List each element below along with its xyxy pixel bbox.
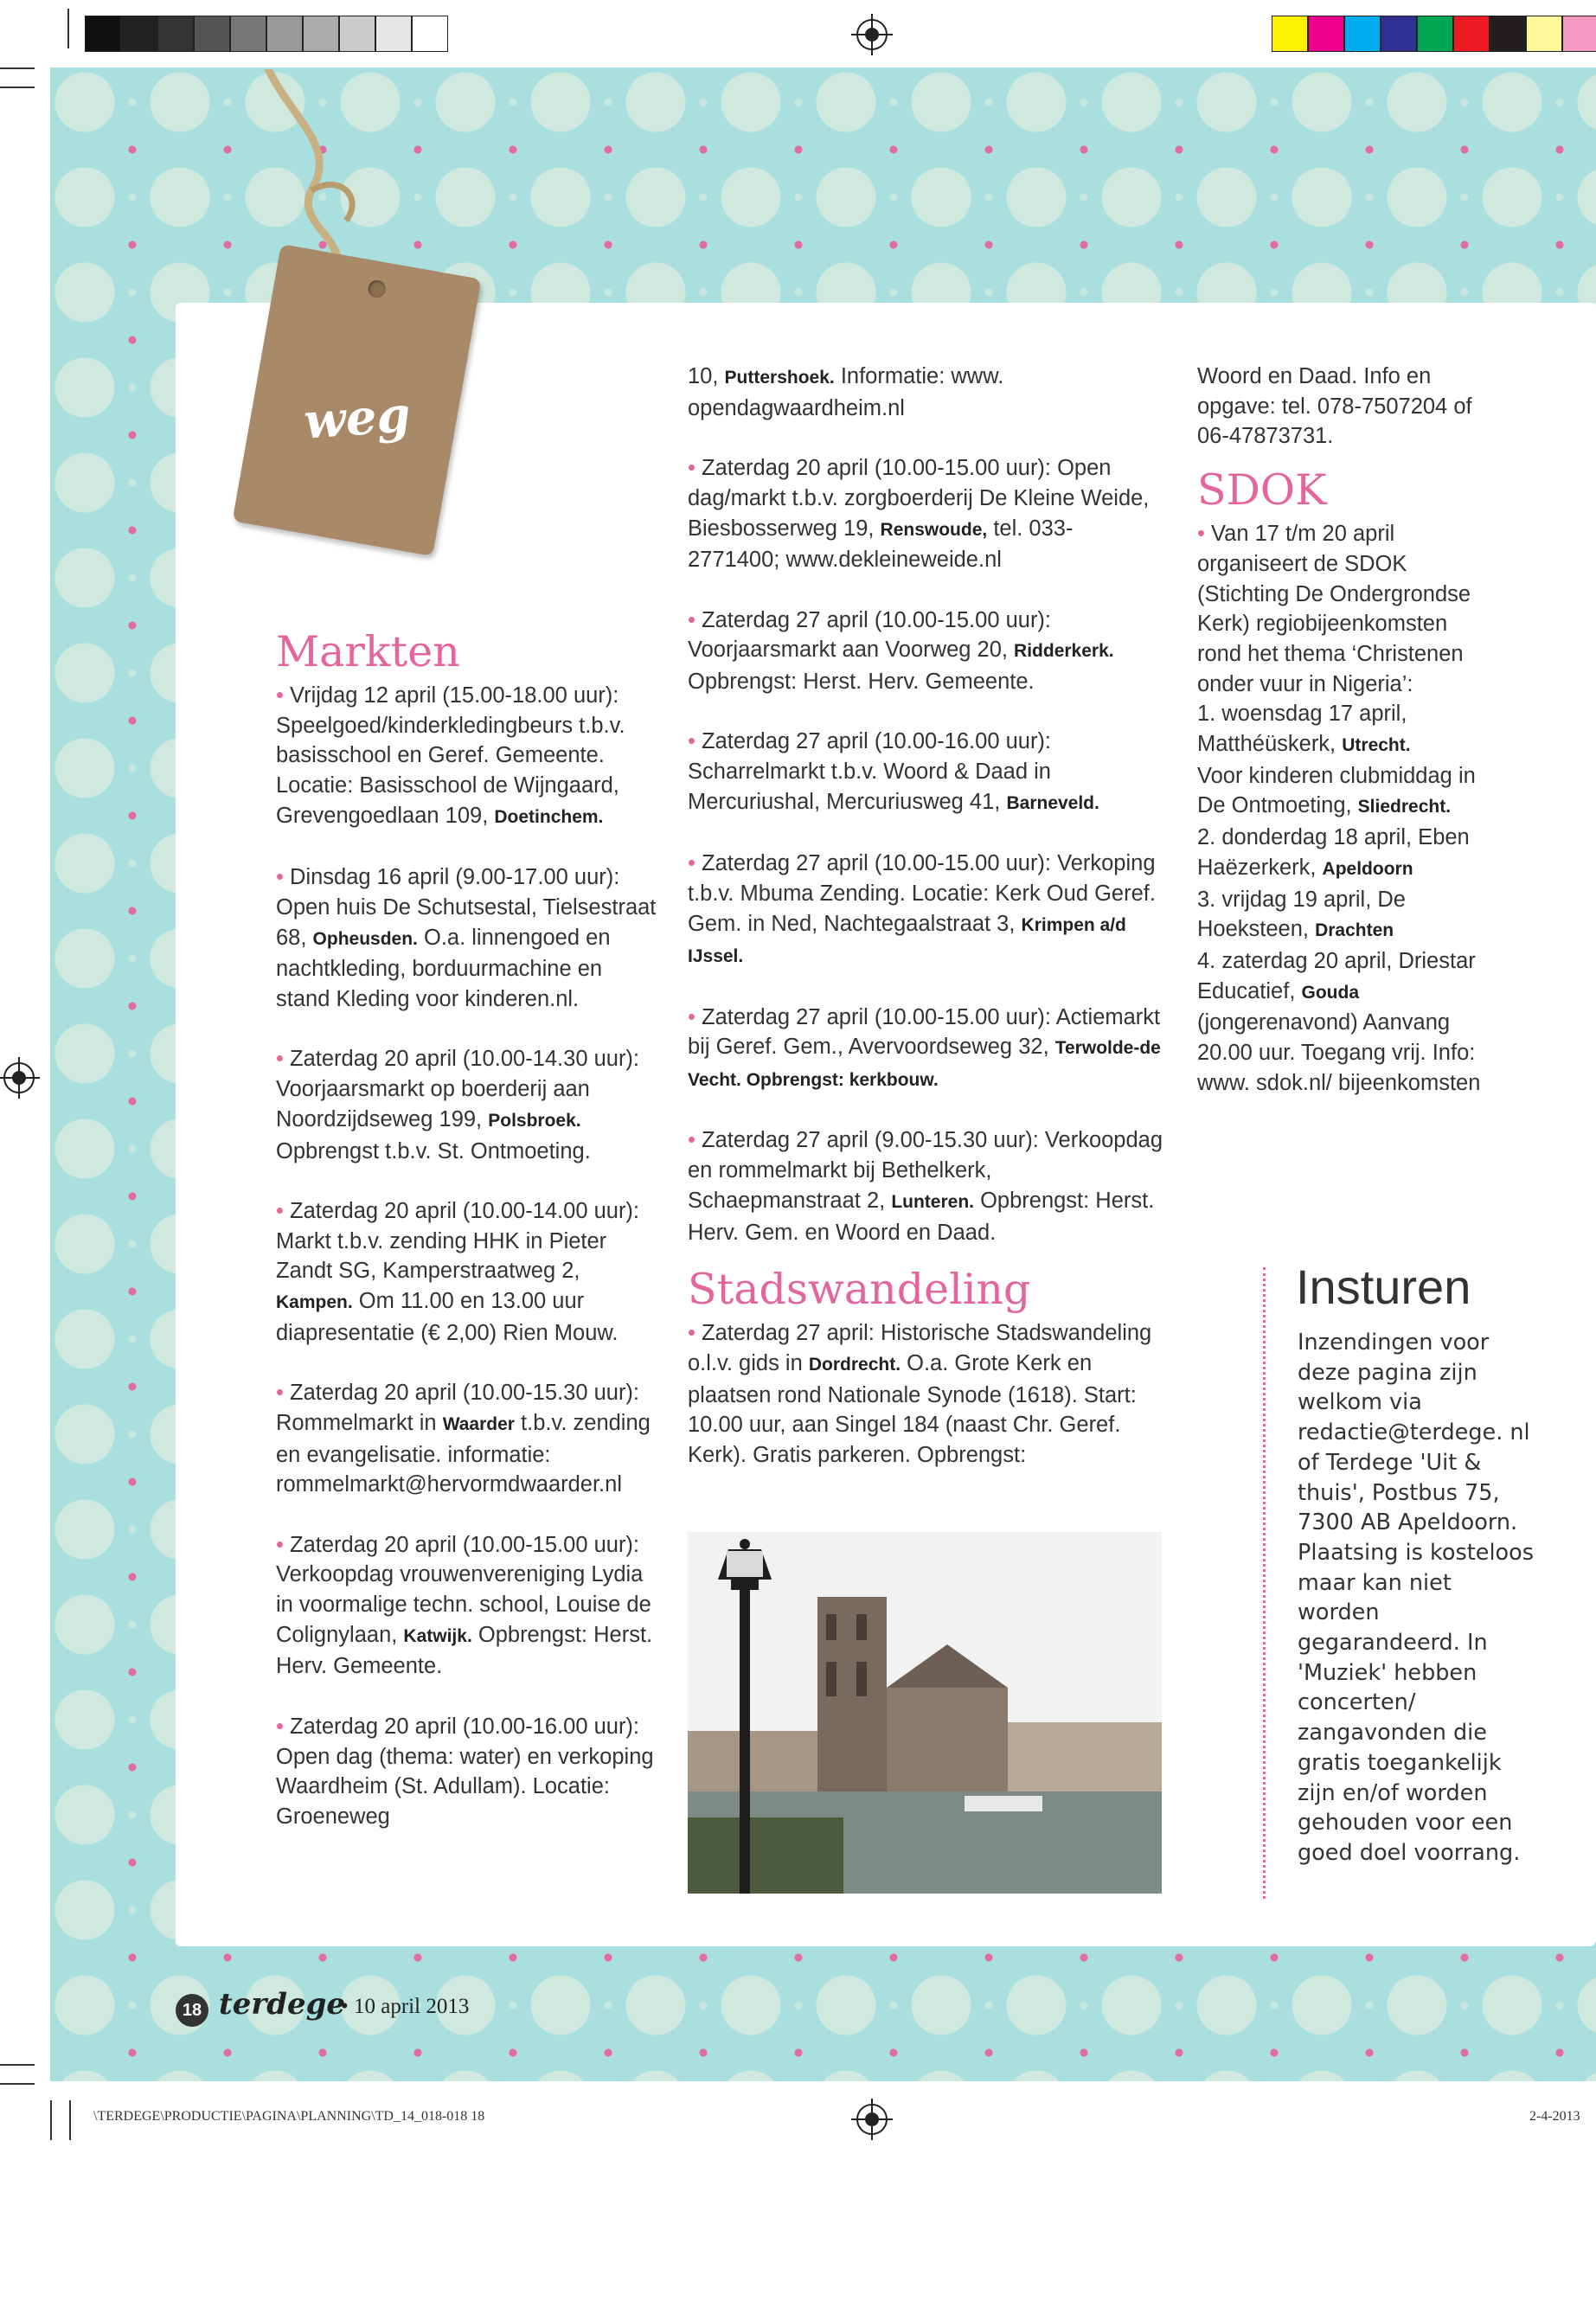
grayscale-color-bar [85, 16, 448, 52]
print-slug-path: \TERDEGE\PRODUCTIE\PAGINA\PLANNING\TD_14_018-018 18 [93, 2109, 485, 2124]
event-item: • Zaterdag 20 april (10.00-15.00 uur): Verkoopdag vrouwenvereniging Lydia in voormalige techn. school, Louise de Colignylaan, Katwijk. Opbrengst: Herst. Herv. Gemeente. [276, 1532, 653, 1679]
event-item: 10, Puttershoek. Informatie: www. opendagwaardheim.nl [688, 364, 1004, 420]
section-heading-stadswandeling: Stadswandeling [688, 1265, 1031, 1315]
column-sdok [1197, 362, 1491, 1098]
section-heading-markten: Markten [276, 627, 460, 676]
crop-mark [0, 67, 35, 69]
event-item: • Zaterdag 27 april (10.00-16.00 uur): Scharrelmarkt t.b.v. Woord & Daad in Mercuriushal, Mercuriusweg 41, Barneveld. [688, 729, 1099, 814]
tag-hole-icon [367, 279, 387, 298]
registration-mark-bottom-icon [856, 2104, 888, 2135]
event-item: • Zaterdag 20 april (10.00-15.30 uur): Rommelmarkt in Waarder t.b.v. zending en evangelisatie. informatie: rommelmarkt@hervormdwaarder.nl [276, 1381, 651, 1497]
event-item: • Zaterdag 27 april (10.00-15.00 uur): Actiemarkt bij Geref. Gem., Avervoordseweg 32, Terwolde-de Vecht. Opbrengst: kerkbouw. [688, 1004, 1161, 1091]
insturen-dotted-border [1263, 1267, 1266, 1899]
section-heading-sdok: SDOK [1197, 465, 1327, 516]
issue-date: • 10 april 2013 [341, 1995, 470, 2018]
column-markten [276, 627, 661, 1863]
event-item: • Zaterdag 27 april (9.00-15.30 uur): Verkoopdag en rommelmarkt bij Bethelkerk, Schaepmanstraat 2, Lunteren. Opbrengst: Herst. Herv. Gem. en Woord en Daad. [688, 1128, 1163, 1245]
dordrecht-grote-kerk-photo [688, 1532, 1162, 1894]
magazine-logo: terdege [219, 1987, 346, 2022]
event-item: • Zaterdag 20 april (10.00-16.00 uur): Open dag (thema: water) en verkoping Waardheim (St. Adullam). Locatie: Groeneweg [276, 1714, 654, 1829]
tag-label: weg [302, 386, 413, 451]
print-slug-date: 2-4-2013 [1529, 2109, 1580, 2124]
insturen-text: Inzendingen voor deze pagina zijn welkom via redactie@terdege. nl of Terdege 'Uit & thuis', Postbus 75, 7300 AB Apeldoorn. Plaatsing is kosteloos maar kan niet worden gegarandeerd. In 'Muziek' hebben concerten/ zangavonden die gratis toegankelijk zijn en/of worden gehouden voor een goed doel voorrang. [1298, 1330, 1535, 1866]
crop-mark [67, 9, 69, 48]
crop-mark [0, 87, 35, 88]
page-number: 18 [176, 1994, 208, 2027]
registration-mark-left-icon [3, 1062, 35, 1093]
event-item: • Zaterdag 27 april: Historische Stadswandeling o.l.v. gids in Dordrecht. O.a. Grote Kerk en plaatsen rond Nationale Synode (1618). Start: 10.00 uur, aan Singel 184 (naast Chr. Geref. Kerk). Gratis parkeren. Opbrengst: [688, 1321, 1152, 1468]
crop-mark [50, 2100, 52, 2140]
cmyk-color-bar [1272, 16, 1596, 52]
event-item: • Vrijdag 12 april (15.00-18.00 uur): Speelgoed/kinderkledingbeurs t.b.v. basisschool en Geref. Gemeente. Locatie: Basisschool de Wijngaard, Grevengoedlaan 109, Doetinchem. [276, 683, 625, 828]
insturen-title: Insturen [1296, 1259, 1471, 1314]
event-item: • Dinsdag 16 april (9.00-17.00 uur): Open huis De Schutsestal, Tielsestraat 68, Opheusden. O.a. linnengoed en nachtkleding, borduurmachine en stand Kleding voor kinderen.nl. [276, 865, 657, 1012]
crop-mark [69, 2100, 71, 2140]
event-item: • Zaterdag 20 april (10.00-15.00 uur): Open dag/markt t.b.v. zorgboerderij De Kleine Weide, Biesbosserweg 19, Renswoude, tel. 033-2771400; www.dekleineweide.nl [688, 456, 1150, 573]
event-item: • Zaterdag 20 april (10.00-14.00 uur): Markt t.b.v. zending HHK in Pieter Zandt SG, Kamperstraatweg 2, Kampen. Om 11.00 en 13.00 uur diapresentatie (€ 2,00) Rien Mouw. [276, 1198, 640, 1345]
column-middle [688, 362, 1163, 1501]
crop-mark [0, 2083, 35, 2085]
registration-mark-top-icon [856, 19, 888, 50]
event-item: • Zaterdag 27 april (10.00-15.00 uur): Voorjaarsmarkt aan Voorweg 20, Ridderkerk. Opbrengst: Herst. Herv. Gemeente. [688, 607, 1114, 694]
event-item: • Zaterdag 20 april (10.00-14.30 uur): Voorjaarsmarkt op boerderij aan Noordzijdseweg 199, Polsbroek. Opbrengst t.b.v. St. Ontmoeting. [276, 1047, 640, 1163]
event-continuation: Woord en Daad. Info en opgave: tel. 078-7507204 of 06-47873731. [1197, 364, 1472, 449]
crop-mark [0, 2064, 35, 2066]
event-item: • Zaterdag 27 april (10.00-15.00 uur): Verkoping t.b.v. Mbuma Zending. Locatie: Kerk Oud Geref. Gem. in Ned, Nachtegaalstraat 3, Krimpen a/d IJssel. [688, 851, 1156, 967]
sdok-item: • Van 17 t/m 20 april organiseert de SDOK (Stichting De Ondergrondse Kerk) regiobijeenkomsten rond het thema ‘Christenen onder vuur in Nigeria’: 1. woensdag 17 april, Matthéüskerk, Utrecht. Voor kinderen clubmiddag in De Ontmoeting, Sliedrecht. 2. donderdag 18 april, Eben Haëzerkerk, Apeldoorn 3. vrijdag 19 april, De Hoeksteen, Drachten 4. zaterdag 20 april, Driestar Educatief, Gouda (jongerenavond) Aanvang 20.00 uur. Toegang vrij. Info: www. sdok.nl/ bijeenkomsten [1197, 522, 1481, 1095]
